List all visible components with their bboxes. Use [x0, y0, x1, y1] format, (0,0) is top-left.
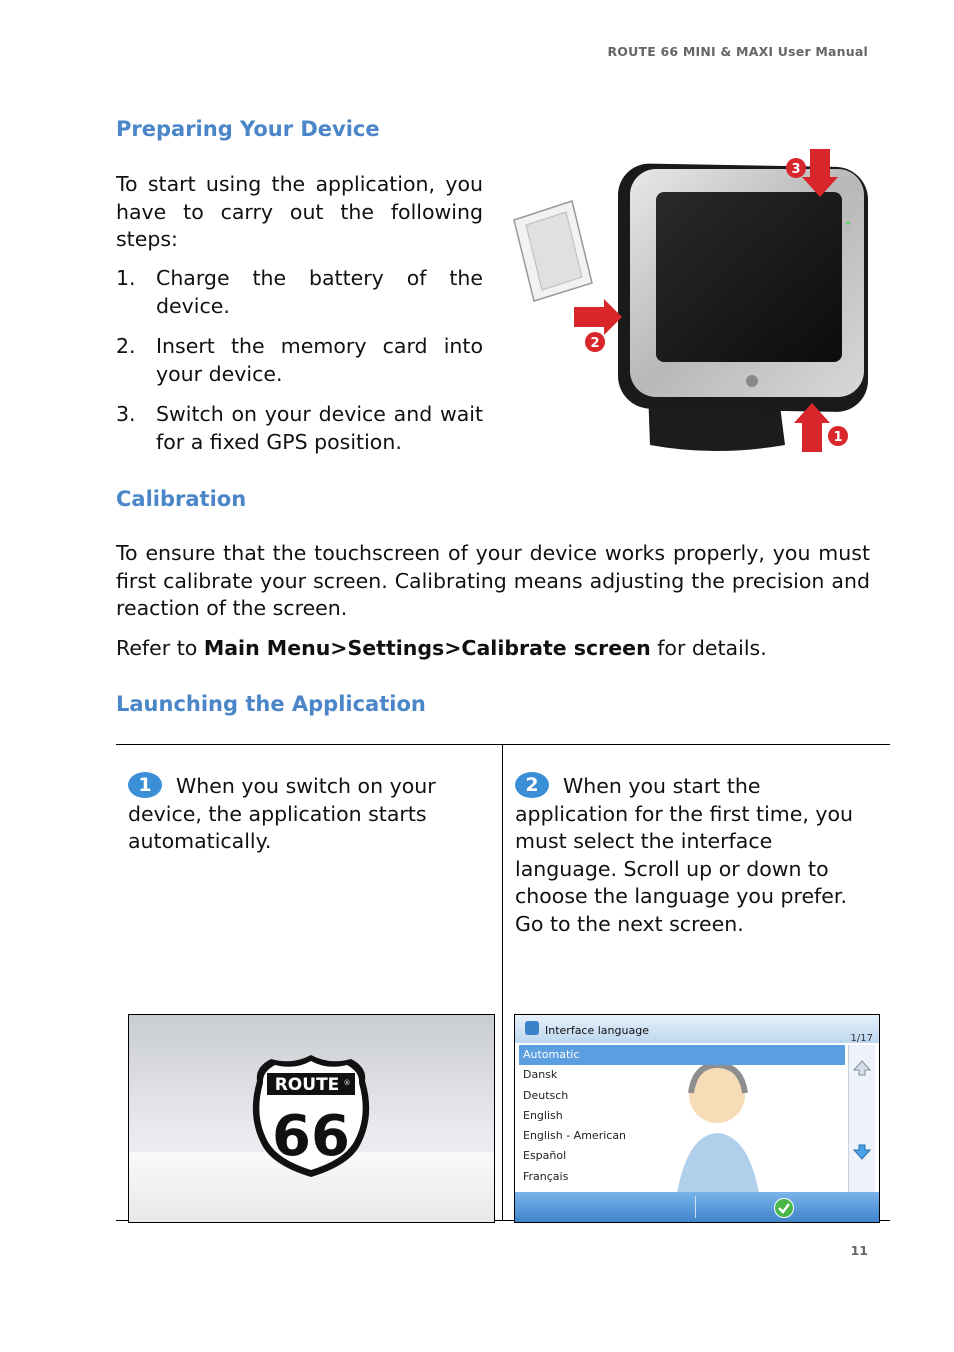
- language-item-automatic[interactable]: Automatic: [519, 1045, 845, 1065]
- scroll-down-icon[interactable]: [853, 1143, 871, 1161]
- table-border-top: [116, 744, 890, 745]
- page-number: 11: [850, 1243, 868, 1258]
- language-item-english-american[interactable]: English - American: [523, 1129, 627, 1143]
- page-indicator: 1/17: [850, 1033, 873, 1044]
- preparing-intro: To start using the application, you have to carry out the following steps:: [116, 172, 483, 251]
- cell-2-rest: application for the first time, you must select the interface language. Scroll up or down to choose the language you prefer. Go to the next screen.: [515, 801, 854, 936]
- cell-1-text: [128, 772, 488, 856]
- language-titlebar: [515, 1015, 879, 1043]
- heading-preparing: Preparing Your Device: [116, 117, 380, 141]
- running-header: ROUTE 66 MINI & MAXI User Manual: [607, 44, 868, 59]
- callout-2: [574, 299, 622, 352]
- step-number: 3.: [116, 402, 136, 426]
- cell-2-first-line: When you start the: [563, 774, 761, 798]
- splash-screenshot: [128, 1014, 495, 1223]
- scroll-up-icon[interactable]: [853, 1059, 871, 1077]
- language-screenshot: [514, 1014, 880, 1223]
- logo-66-text: 66: [272, 1104, 350, 1169]
- steps-list: [116, 265, 483, 469]
- calibration-reference: [116, 636, 767, 660]
- memory-card-icon: [514, 201, 592, 301]
- table-divider: [502, 745, 503, 1220]
- step-1-icon: 1: [128, 772, 162, 798]
- step-text: Insert the memory card into your device.: [156, 334, 483, 386]
- confirm-check-icon[interactable]: [774, 1198, 794, 1218]
- device-illustration: [500, 145, 880, 460]
- menu-path: Main Menu>Settings>Calibrate screen: [203, 636, 651, 660]
- bottombar-divider: [695, 1196, 696, 1218]
- language-item-english[interactable]: English: [523, 1108, 563, 1122]
- route66-logo: [253, 1055, 369, 1177]
- step-number: 2.: [116, 334, 136, 358]
- calibration-body: To ensure that the touchscreen of your device works properly, you must first calibrate your screen. Calibrating means adjusting the precision and reaction of the screen.: [116, 541, 870, 620]
- list-item: [116, 333, 483, 388]
- logo-registered-mark: ®: [343, 1079, 351, 1087]
- list-item: [116, 401, 483, 456]
- heading-launching: Launching the Application: [116, 692, 426, 716]
- cell-1-rest: device, the application starts automatically.: [128, 801, 427, 853]
- language-bottombar: [515, 1192, 879, 1222]
- step-text: Charge the battery of the device.: [156, 266, 483, 318]
- language-item-francais[interactable]: Français: [523, 1169, 569, 1183]
- language-list[interactable]: [519, 1045, 845, 1187]
- step-number: 1.: [116, 266, 136, 290]
- list-item: [116, 265, 483, 320]
- callout-3-label: 3: [791, 162, 801, 177]
- cell-2-text: [515, 772, 880, 938]
- language-title: Interface language: [545, 1024, 649, 1037]
- person-icon: [525, 1021, 539, 1035]
- step-text: Switch on your device and wait for a fixed GPS position.: [156, 402, 483, 454]
- callout-1-label: 1: [833, 430, 843, 445]
- language-item-dansk[interactable]: Dansk: [523, 1068, 558, 1082]
- language-scrollbar[interactable]: [848, 1045, 875, 1193]
- callout-2-label: 2: [590, 336, 600, 351]
- ref-prefix: Refer to: [116, 636, 204, 660]
- cell-1-first-line: When you switch on your: [176, 774, 436, 798]
- step-2-icon: 2: [515, 772, 549, 798]
- language-item-espanol[interactable]: Español: [523, 1149, 567, 1163]
- heading-calibration: Calibration: [116, 487, 247, 511]
- language-item-deutsch[interactable]: Deutsch: [523, 1088, 569, 1102]
- logo-route-text: ROUTE: [274, 1075, 340, 1095]
- ref-suffix: for details.: [650, 636, 767, 660]
